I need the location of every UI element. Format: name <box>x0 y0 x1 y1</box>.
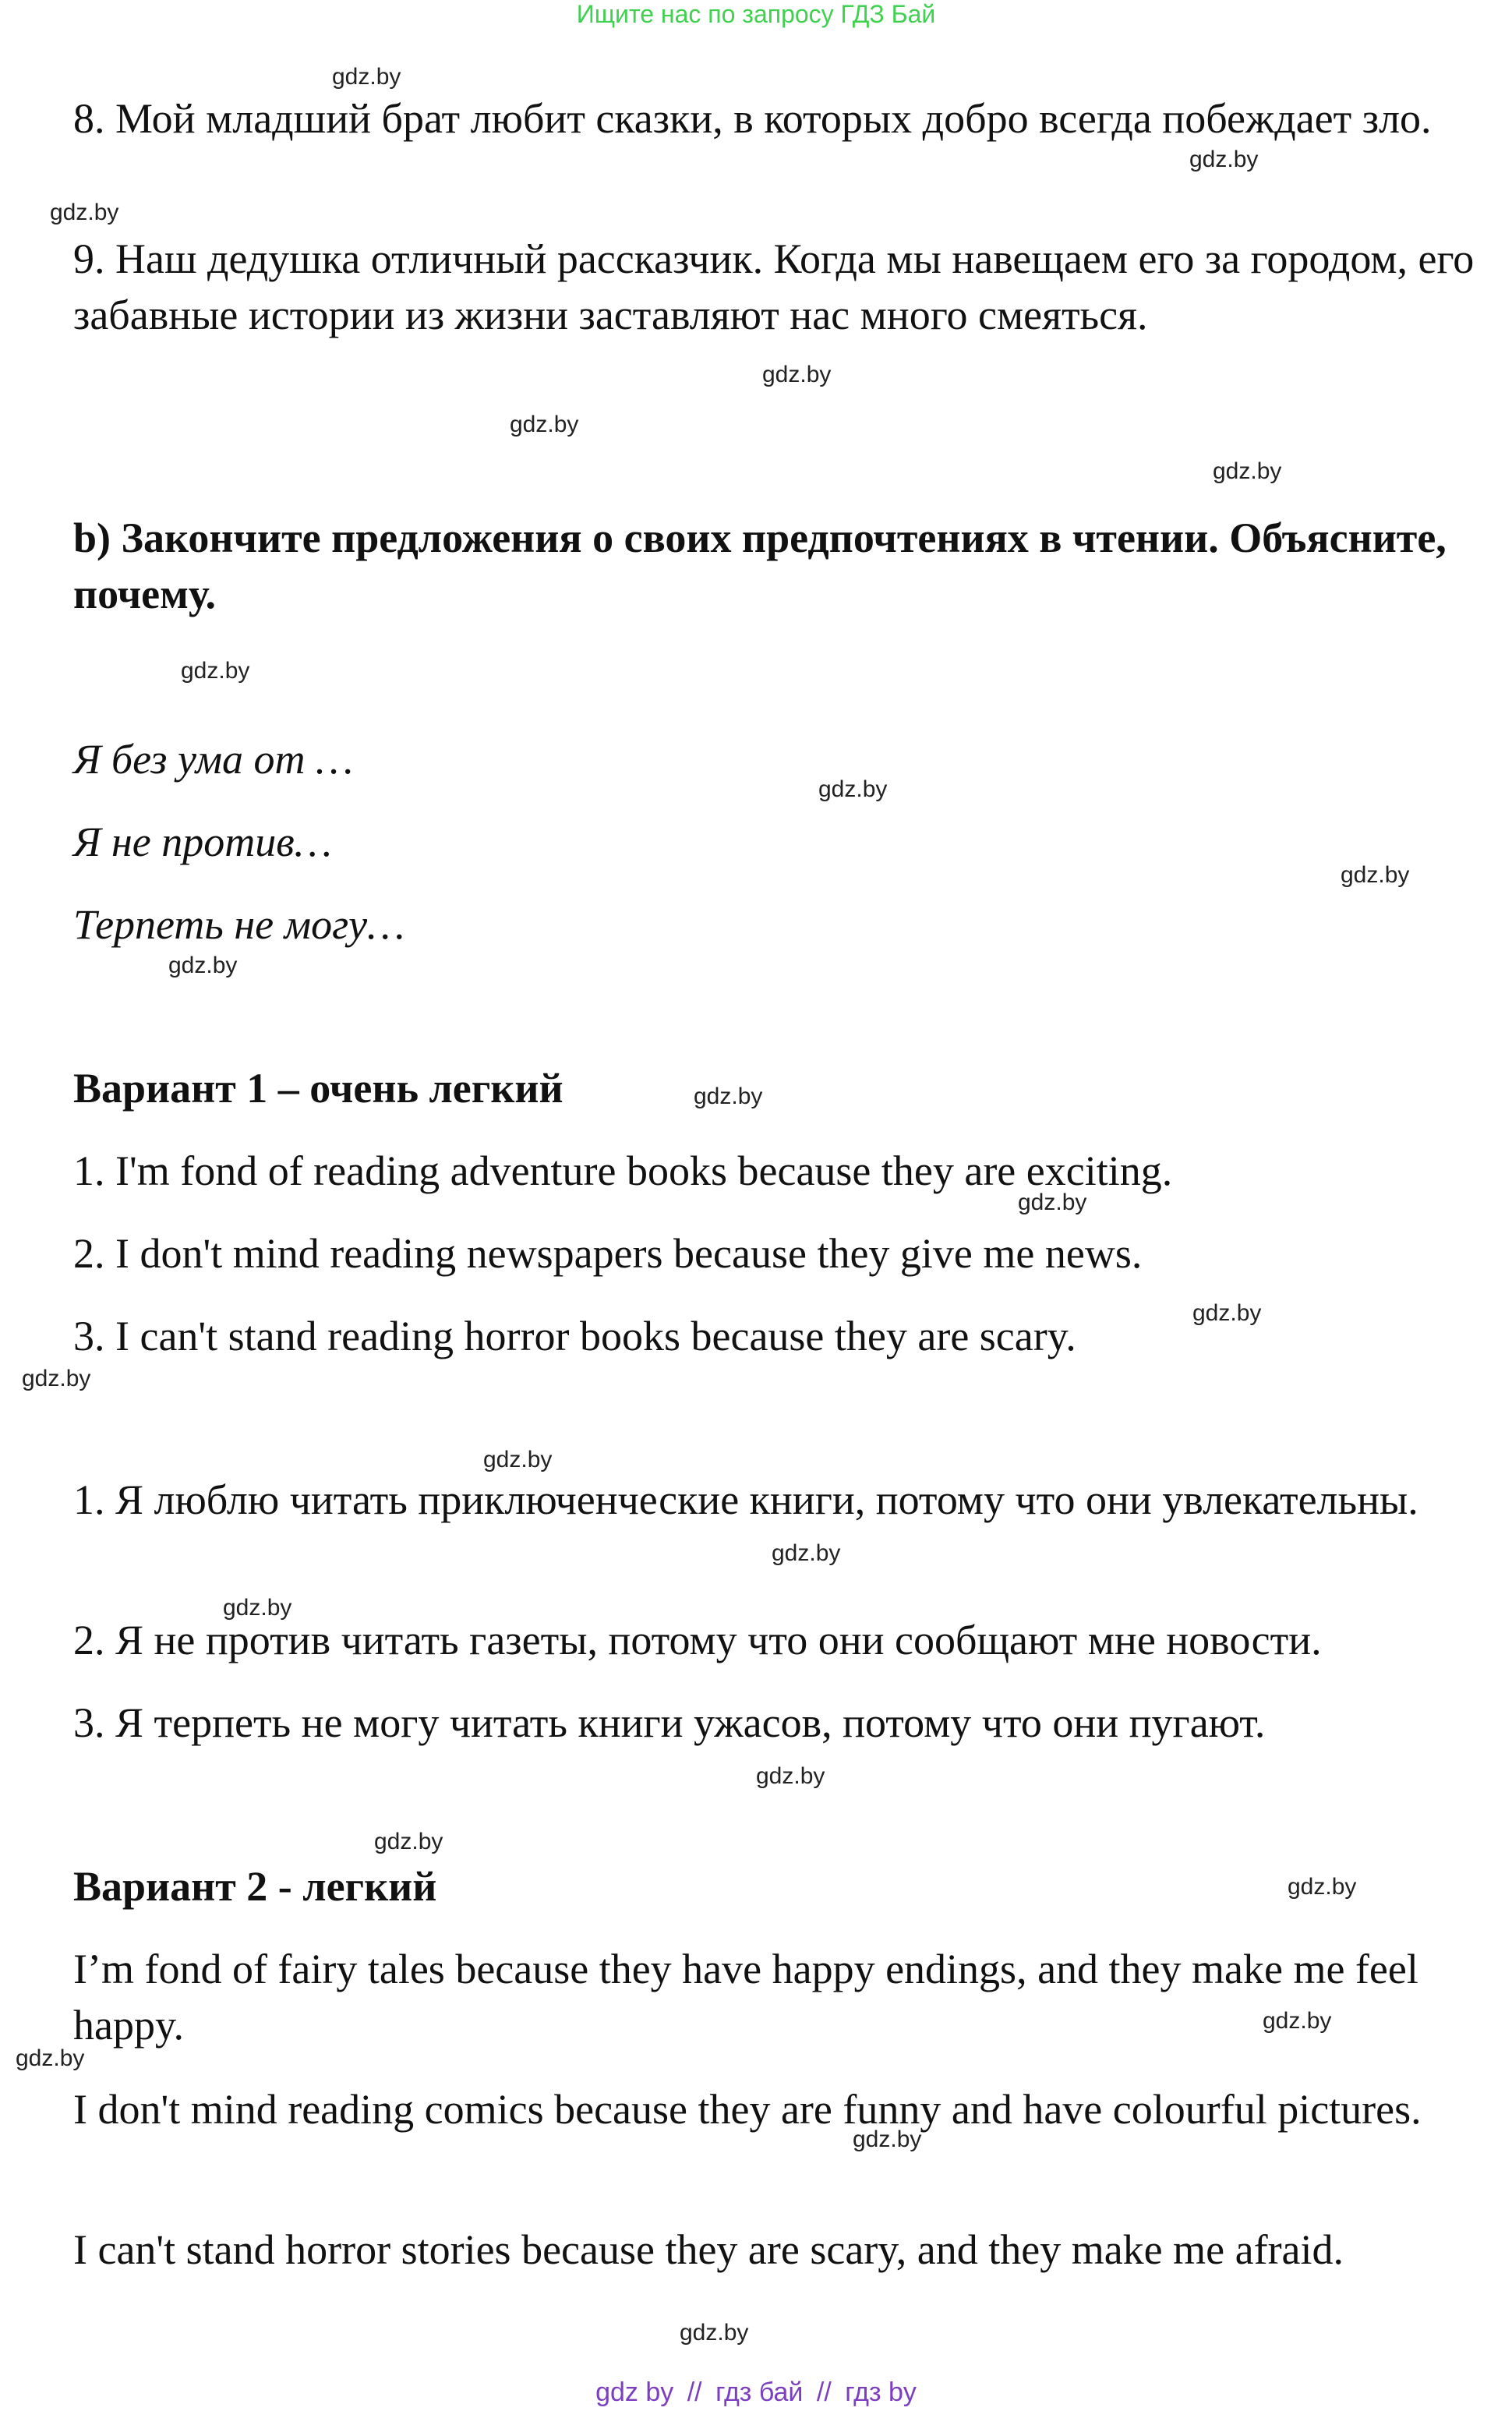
variant-2-en-2: I don't mind reading comics because they are funny and have colourful pictures. <box>73 2086 1422 2133</box>
watermark: gdz.by <box>694 1084 763 1109</box>
variant-2-heading: Вариант 2 - легкий <box>73 1863 437 1910</box>
item-9: 9. Наш дедушка отличный рассказчик. Когда мы навещаем его за городом, его забавные истории из жизни заставляют нас много смеяться. <box>73 235 1475 338</box>
watermark: gdz.by <box>1288 1874 1357 1900</box>
watermark: gdz.by <box>762 362 832 387</box>
footer-link-gdz-by[interactable]: gdz by <box>595 2377 674 2407</box>
task-b-heading: b) Закончите предложения о своих предпочтениях в чтении. Объясните, почему. <box>73 514 1447 617</box>
footer-links <box>0 2377 1512 2407</box>
variant-1-en-3: 3. I can't stand reading horror books because they are scary. <box>73 1313 1076 1359</box>
variant-1-ru-2: 2. Я не против читать газеты, потому что они сообщают мне новости. <box>73 1617 1322 1663</box>
footer-separator: // <box>687 2377 702 2407</box>
watermark: gdz.by <box>181 658 250 684</box>
watermark: gdz.by <box>223 1595 292 1621</box>
prompt-1: Я без ума от … <box>73 736 354 783</box>
watermark: gdz.by <box>483 1447 553 1472</box>
variant-1-heading: Вариант 1 – очень легкий <box>73 1065 563 1112</box>
watermark: gdz.by <box>510 412 579 437</box>
variant-1-en-2: 2. I don't mind reading newspapers because they give me news. <box>73 1230 1143 1277</box>
watermark: gdz.by <box>853 2126 922 2152</box>
watermark: gdz.by <box>756 1763 825 1789</box>
footer-link-gdz-bai[interactable]: гдз бай <box>715 2377 804 2407</box>
watermark: gdz.by <box>1018 1190 1087 1215</box>
watermark: gdz.by <box>818 776 888 802</box>
watermark: gdz.by <box>1213 458 1282 484</box>
watermark: gdz.by <box>374 1829 443 1854</box>
watermark: gdz.by <box>772 1540 841 1566</box>
footer-link-gdz-by-ru[interactable]: гдз by <box>845 2377 917 2407</box>
watermark: gdz.by <box>22 1366 91 1391</box>
watermark: gdz.by <box>680 2320 749 2346</box>
footer-separator: // <box>816 2377 832 2407</box>
watermark: gdz.by <box>50 200 119 225</box>
variant-1-ru-1: 1. Я люблю читать приключенческие книги, потому что они увлекательны. <box>73 1476 1418 1523</box>
variant-1-ru-3: 3. Я терпеть не могу читать книги ужасов, потому что они пугают. <box>73 1699 1266 1746</box>
watermark: gdz.by <box>1192 1300 1262 1326</box>
watermark: gdz.by <box>332 64 401 90</box>
variant-2-en-3: I can't stand horror stories because they are scary, and they make me afraid. <box>73 2226 1344 2273</box>
watermark: gdz.by <box>1189 147 1259 172</box>
header-search-link[interactable]: Ищите нас по запросу ГДЗ Бай <box>576 0 936 28</box>
variant-2-en-1: I’m fond of fairy tales because they have happy endings, and they make me feel happy. <box>73 1946 1418 2049</box>
item-8: 8. Мой младший брат любит сказки, в которых добро всегда побеждает зло. <box>73 95 1432 142</box>
prompt-2: Я не против… <box>73 818 332 865</box>
watermark: gdz.by <box>1263 2008 1332 2034</box>
prompt-3: Терпеть не могу… <box>73 901 405 948</box>
watermark: gdz.by <box>1341 862 1410 888</box>
variant-1-en-1: 1. I'm fond of reading adventure books because they are exciting. <box>73 1147 1173 1194</box>
watermark: gdz.by <box>16 2045 85 2071</box>
watermark: gdz.by <box>168 953 238 978</box>
